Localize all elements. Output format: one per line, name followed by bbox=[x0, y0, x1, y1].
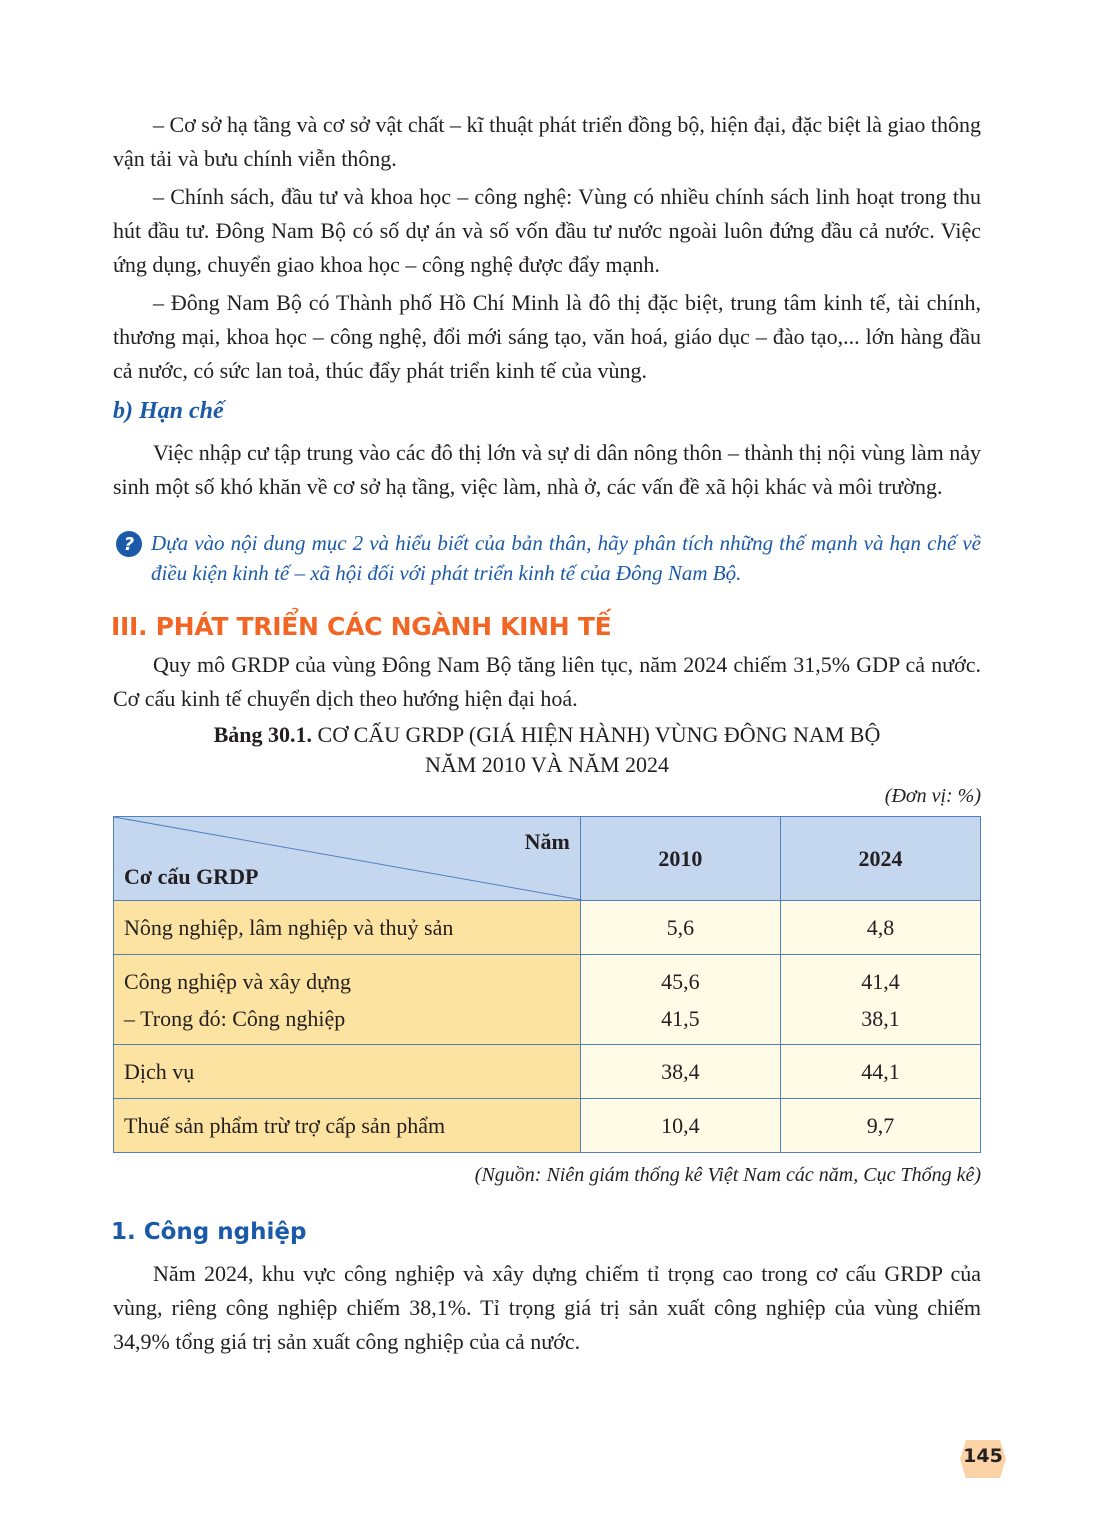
question-box bbox=[113, 528, 981, 588]
row-label: Thuế sản phẩm trừ trợ cấp sản phẩm bbox=[114, 1099, 581, 1153]
page-number: 145 bbox=[963, 1445, 1003, 1467]
row-label-sub: – Trong đó: Công nghiệp bbox=[124, 1005, 346, 1031]
question-mark-icon bbox=[115, 530, 143, 558]
value-2010: 10,4 bbox=[580, 1099, 780, 1153]
grdp-table bbox=[113, 816, 981, 1153]
table-caption-title: CƠ CẤU GRDP (GIÁ HIỆN HÀNH) VÙNG ĐÔNG NAM BỘ bbox=[312, 722, 881, 747]
svg-text:?: ? bbox=[123, 534, 135, 555]
table-unit: (Đơn vị: %) bbox=[884, 785, 981, 807]
value-2010-sub: 41,5 bbox=[661, 1005, 700, 1031]
value-2010 bbox=[580, 955, 780, 1045]
value-2010: 38,4 bbox=[580, 1045, 780, 1099]
value-2024: 4,8 bbox=[780, 901, 980, 955]
table-row bbox=[114, 1099, 981, 1153]
page-number-badge bbox=[958, 1436, 1008, 1482]
heading-limitations: b) Hạn chế bbox=[113, 398, 224, 424]
question-text: Dựa vào nội dung mục 2 và hiểu biết của bản thân, hãy phân tích những thế mạnh và hạn chế về điều kiện kinh tế – xã hội đối với phát triển kinh tế của Đông Nam Bộ. bbox=[151, 531, 981, 585]
page-content bbox=[113, 108, 981, 1359]
row-label: Dịch vụ bbox=[114, 1045, 581, 1099]
table-caption-number: Bảng 30.1. bbox=[213, 722, 313, 747]
row-label-main: Công nghiệp và xây dựng bbox=[124, 968, 352, 994]
table-caption bbox=[113, 720, 981, 780]
paragraph-policy: – Chính sách, đầu tư và khoa học – công nghệ: Vùng có nhiều chính sách linh hoạt trong thu hút đầu tư. Đông Nam Bộ có số dự án và số vốn đầu tư nước ngoài luôn đứng đầu cả nước. Việc ứng dụng, chuyển giao khoa học – công nghệ được đẩy mạnh. bbox=[113, 184, 981, 277]
row-label: Nông nghiệp, lâm nghiệp và thuỷ sản bbox=[114, 901, 581, 955]
value-2024: 9,7 bbox=[780, 1099, 980, 1153]
paragraph-limitations: Việc nhập cư tập trung vào các đô thị lớn và sự di dân nông thôn – thành thị nội vùng làm nảy sinh một số khó khăn về cơ sở hạ tầng, việc làm, nhà ở, các vấn đề xã hội khác và môi trường. bbox=[113, 440, 981, 499]
table-row bbox=[114, 955, 981, 1045]
header-structure-label: Cơ cấu GRDP bbox=[124, 864, 259, 889]
value-2010: 5,6 bbox=[580, 901, 780, 955]
table-caption-subtitle: NĂM 2010 VÀ NĂM 2024 bbox=[424, 752, 670, 777]
header-2024: 2024 bbox=[780, 817, 980, 901]
paragraph-hcmc: – Đông Nam Bộ có Thành phố Hồ Chí Minh là đô thị đặc biệt, trung tâm kinh tế, tài chính, thương mại, khoa học – công nghệ, đổi mới sáng tạo, văn hoá, giáo dục – đào tạo,... lớn hàng đầu cả nước, có sức lan toả, thúc đẩy phát triển kinh tế của vùng. bbox=[113, 290, 981, 383]
paragraph-industry: Năm 2024, khu vực công nghiệp và xây dựng chiếm tỉ trọng cao trong cơ cấu GRDP của vùng, riêng công nghiệp chiếm 38,1%. Tỉ trọng giá trị sản xuất công nghiệp của vùng chiếm 34,9% tổng giá trị sản xuất công nghiệp của cả nước. bbox=[113, 1261, 981, 1354]
value-2024-sub: 38,1 bbox=[861, 1005, 900, 1031]
value-2010-main: 45,6 bbox=[661, 968, 700, 994]
paragraph-grdp: Quy mô GRDP của vùng Đông Nam Bộ tăng liên tục, năm 2024 chiếm 31,5% GDP cả nước. Cơ cấu kinh tế chuyển dịch theo hướng hiện đại hoá. bbox=[113, 652, 981, 711]
table-row bbox=[114, 1045, 981, 1099]
value-2024 bbox=[780, 955, 980, 1045]
value-2024: 44,1 bbox=[780, 1045, 980, 1099]
table-row bbox=[114, 901, 981, 955]
section-heading: III. PHÁT TRIỂN CÁC NGÀNH KINH TẾ bbox=[111, 612, 612, 641]
sub-heading-industry: 1. Công nghiệp bbox=[111, 1219, 307, 1245]
table-source: (Nguồn: Niên giám thống kê Việt Nam các năm, Cục Thống kê) bbox=[474, 1164, 981, 1186]
table-header-row bbox=[114, 817, 981, 901]
header-year-label: Năm bbox=[524, 829, 570, 854]
header-2010: 2010 bbox=[580, 817, 780, 901]
paragraph-infrastructure: – Cơ sở hạ tầng và cơ sở vật chất – kĩ thuật phát triển đồng bộ, hiện đại, đặc biệt là giao thông vận tải và bưu chính viễn thông. bbox=[113, 112, 981, 171]
value-2024-main: 41,4 bbox=[861, 968, 900, 994]
table-header-diagonal bbox=[114, 817, 581, 901]
row-label bbox=[114, 955, 581, 1045]
